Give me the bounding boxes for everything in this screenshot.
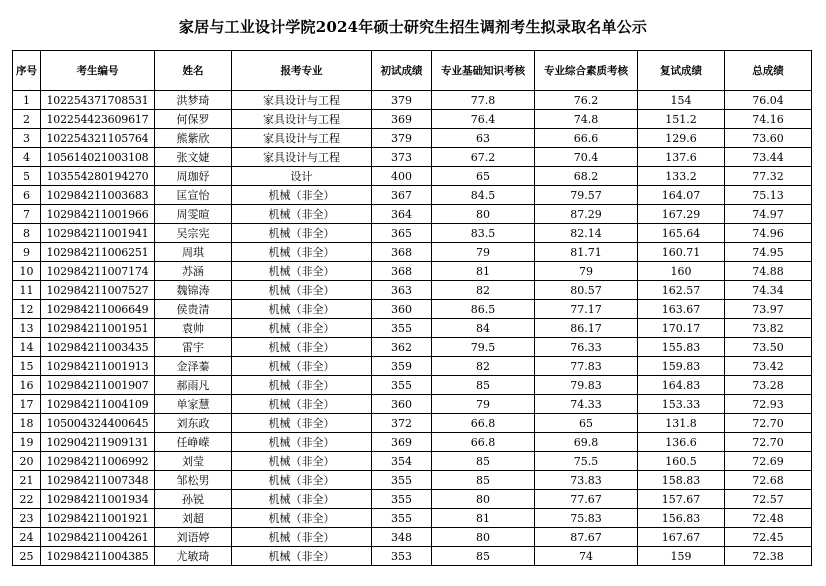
cell-seq: 24 — [13, 528, 41, 547]
cell-seq: 15 — [13, 357, 41, 376]
table-row — [13, 395, 812, 414]
cell-major: 机械（非全） — [232, 300, 372, 319]
cell-exam-id: 102984211004261 — [41, 528, 155, 547]
cell-prelim: 355 — [372, 471, 432, 490]
cell-total: 72.57 — [725, 490, 812, 509]
cell-exam-id: 102984211001934 — [41, 490, 155, 509]
cell-retest: 165.64 — [638, 224, 725, 243]
cell-major: 机械（非全） — [232, 509, 372, 528]
cell-total: 73.50 — [725, 338, 812, 357]
cell-name: 张文婕 — [155, 148, 232, 167]
table-row — [13, 186, 812, 205]
cell-name: 郝雨凡 — [155, 376, 232, 395]
cell-prelim: 367 — [372, 186, 432, 205]
cell-exam-id: 102984211006251 — [41, 243, 155, 262]
table-row — [13, 528, 812, 547]
table-row — [13, 148, 812, 167]
cell-basic: 80 — [432, 528, 535, 547]
cell-seq: 2 — [13, 110, 41, 129]
cell-name: 尤敏琦 — [155, 547, 232, 566]
cell-major: 机械（非全） — [232, 281, 372, 300]
cell-basic: 85 — [432, 547, 535, 566]
cell-comprehensive: 75.83 — [535, 509, 638, 528]
cell-basic: 85 — [432, 452, 535, 471]
cell-retest: 158.83 — [638, 471, 725, 490]
cell-retest: 163.67 — [638, 300, 725, 319]
table-row — [13, 224, 812, 243]
cell-prelim: 365 — [372, 224, 432, 243]
cell-seq: 3 — [13, 129, 41, 148]
cell-basic: 67.2 — [432, 148, 535, 167]
cell-retest: 160.5 — [638, 452, 725, 471]
cell-total: 72.68 — [725, 471, 812, 490]
cell-major: 机械（非全） — [232, 338, 372, 357]
cell-comprehensive: 80.57 — [535, 281, 638, 300]
cell-total: 77.32 — [725, 167, 812, 186]
cell-seq: 25 — [13, 547, 41, 566]
cell-basic: 82 — [432, 281, 535, 300]
cell-comprehensive: 79 — [535, 262, 638, 281]
cell-total: 72.70 — [725, 433, 812, 452]
cell-seq: 5 — [13, 167, 41, 186]
table-row — [13, 205, 812, 224]
cell-major: 机械（非全） — [232, 319, 372, 338]
cell-name: 刘莹 — [155, 452, 232, 471]
cell-prelim: 369 — [372, 433, 432, 452]
cell-seq: 16 — [13, 376, 41, 395]
cell-total: 74.34 — [725, 281, 812, 300]
cell-major: 机械（非全） — [232, 186, 372, 205]
cell-major: 机械（非全） — [232, 395, 372, 414]
table-row — [13, 91, 812, 110]
cell-major: 机械（非全） — [232, 205, 372, 224]
cell-comprehensive: 68.2 — [535, 167, 638, 186]
cell-total: 74.97 — [725, 205, 812, 224]
cell-seq: 10 — [13, 262, 41, 281]
cell-total: 73.82 — [725, 319, 812, 338]
cell-total: 72.38 — [725, 547, 812, 566]
cell-comprehensive: 73.83 — [535, 471, 638, 490]
cell-retest: 160 — [638, 262, 725, 281]
cell-prelim: 400 — [372, 167, 432, 186]
header-basic: 专业基础知识考核 — [432, 51, 535, 91]
cell-major: 机械（非全） — [232, 243, 372, 262]
table-row — [13, 129, 812, 148]
cell-comprehensive: 65 — [535, 414, 638, 433]
cell-basic: 81 — [432, 262, 535, 281]
table-row — [13, 452, 812, 471]
cell-prelim: 353 — [372, 547, 432, 566]
table-body — [13, 91, 812, 566]
cell-prelim: 368 — [372, 243, 432, 262]
cell-basic: 77.8 — [432, 91, 535, 110]
cell-total: 73.42 — [725, 357, 812, 376]
cell-name: 匡宣怡 — [155, 186, 232, 205]
cell-prelim: 355 — [372, 490, 432, 509]
cell-prelim: 360 — [372, 395, 432, 414]
cell-comprehensive: 79.57 — [535, 186, 638, 205]
cell-basic: 65 — [432, 167, 535, 186]
cell-prelim: 359 — [372, 357, 432, 376]
cell-basic: 66.8 — [432, 414, 535, 433]
cell-retest: 136.6 — [638, 433, 725, 452]
cell-basic: 66.8 — [432, 433, 535, 452]
cell-name: 熊紫欣 — [155, 129, 232, 148]
cell-comprehensive: 69.8 — [535, 433, 638, 452]
cell-total: 74.96 — [725, 224, 812, 243]
cell-major: 机械（非全） — [232, 414, 372, 433]
cell-major: 机械（非全） — [232, 547, 372, 566]
cell-name: 吴宗宪 — [155, 224, 232, 243]
cell-major: 家具设计与工程 — [232, 110, 372, 129]
cell-major: 机械（非全） — [232, 433, 372, 452]
table-row — [13, 167, 812, 186]
cell-name: 刘东政 — [155, 414, 232, 433]
cell-basic: 79.5 — [432, 338, 535, 357]
table-row — [13, 509, 812, 528]
cell-exam-id: 102984211007348 — [41, 471, 155, 490]
cell-prelim: 362 — [372, 338, 432, 357]
cell-retest: 154 — [638, 91, 725, 110]
cell-total: 72.48 — [725, 509, 812, 528]
cell-basic: 79 — [432, 243, 535, 262]
cell-name: 洪梦琦 — [155, 91, 232, 110]
cell-name: 何保罗 — [155, 110, 232, 129]
cell-total: 73.28 — [725, 376, 812, 395]
cell-name: 任峥嵘 — [155, 433, 232, 452]
cell-basic: 84 — [432, 319, 535, 338]
cell-name: 袁帅 — [155, 319, 232, 338]
header-retest: 复试成绩 — [638, 51, 725, 91]
cell-comprehensive: 66.6 — [535, 129, 638, 148]
table-row — [13, 547, 812, 566]
cell-seq: 6 — [13, 186, 41, 205]
cell-prelim: 355 — [372, 509, 432, 528]
cell-comprehensive: 74.8 — [535, 110, 638, 129]
cell-total: 76.04 — [725, 91, 812, 110]
cell-name: 周琪 — [155, 243, 232, 262]
header-total: 总成绩 — [725, 51, 812, 91]
cell-major: 家具设计与工程 — [232, 129, 372, 148]
table-row — [13, 319, 812, 338]
cell-seq: 22 — [13, 490, 41, 509]
cell-comprehensive: 75.5 — [535, 452, 638, 471]
cell-exam-id: 102984211001951 — [41, 319, 155, 338]
cell-retest: 129.6 — [638, 129, 725, 148]
header-prelim: 初试成绩 — [372, 51, 432, 91]
cell-major: 机械（非全） — [232, 528, 372, 547]
cell-exam-id: 102984211004109 — [41, 395, 155, 414]
cell-name: 邹松男 — [155, 471, 232, 490]
cell-total: 72.93 — [725, 395, 812, 414]
cell-retest: 162.57 — [638, 281, 725, 300]
cell-name: 周雯暄 — [155, 205, 232, 224]
cell-prelim: 364 — [372, 205, 432, 224]
cell-basic: 82 — [432, 357, 535, 376]
cell-seq: 7 — [13, 205, 41, 224]
cell-major: 机械（非全） — [232, 262, 372, 281]
cell-comprehensive: 86.17 — [535, 319, 638, 338]
cell-basic: 63 — [432, 129, 535, 148]
cell-name: 刘超 — [155, 509, 232, 528]
table-row — [13, 262, 812, 281]
cell-retest: 155.83 — [638, 338, 725, 357]
cell-basic: 84.5 — [432, 186, 535, 205]
page-title: 家居与工业设计学院2024年硕士研究生招生调剂考生拟录取名单公示 — [178, 18, 648, 36]
cell-retest: 131.8 — [638, 414, 725, 433]
cell-total: 74.16 — [725, 110, 812, 129]
cell-retest: 159 — [638, 547, 725, 566]
cell-name: 侯贵清 — [155, 300, 232, 319]
cell-prelim: 372 — [372, 414, 432, 433]
cell-exam-id: 102984211004385 — [41, 547, 155, 566]
cell-retest: 156.83 — [638, 509, 725, 528]
cell-comprehensive: 76.33 — [535, 338, 638, 357]
cell-seq: 11 — [13, 281, 41, 300]
table-row — [13, 357, 812, 376]
cell-total: 75.13 — [725, 186, 812, 205]
cell-retest: 160.71 — [638, 243, 725, 262]
cell-prelim: 360 — [372, 300, 432, 319]
header-exam-id: 考生编号 — [41, 51, 155, 91]
cell-seq: 9 — [13, 243, 41, 262]
cell-comprehensive: 77.83 — [535, 357, 638, 376]
cell-exam-id: 102984211001913 — [41, 357, 155, 376]
cell-basic: 83.5 — [432, 224, 535, 243]
cell-comprehensive: 70.4 — [535, 148, 638, 167]
cell-exam-id: 103554280194270 — [41, 167, 155, 186]
cell-prelim: 368 — [372, 262, 432, 281]
cell-exam-id: 102984211001921 — [41, 509, 155, 528]
cell-seq: 23 — [13, 509, 41, 528]
cell-name: 刘语婷 — [155, 528, 232, 547]
table-row — [13, 490, 812, 509]
cell-exam-id: 102984211003683 — [41, 186, 155, 205]
cell-basic: 85 — [432, 471, 535, 490]
cell-comprehensive: 79.83 — [535, 376, 638, 395]
cell-name: 金泽蓁 — [155, 357, 232, 376]
cell-exam-id: 102984211001941 — [41, 224, 155, 243]
cell-major: 机械（非全） — [232, 452, 372, 471]
cell-seq: 1 — [13, 91, 41, 110]
cell-retest: 133.2 — [638, 167, 725, 186]
cell-seq: 18 — [13, 414, 41, 433]
cell-seq: 19 — [13, 433, 41, 452]
cell-prelim: 379 — [372, 129, 432, 148]
cell-major: 机械（非全） — [232, 471, 372, 490]
cell-exam-id: 102984211001907 — [41, 376, 155, 395]
cell-total: 74.95 — [725, 243, 812, 262]
cell-retest: 164.83 — [638, 376, 725, 395]
header-seq: 序号 — [13, 51, 41, 91]
cell-exam-id: 105614021003108 — [41, 148, 155, 167]
cell-prelim: 373 — [372, 148, 432, 167]
header-major: 报考专业 — [232, 51, 372, 91]
cell-name: 雷宇 — [155, 338, 232, 357]
cell-prelim: 355 — [372, 319, 432, 338]
cell-comprehensive: 77.67 — [535, 490, 638, 509]
cell-retest: 170.17 — [638, 319, 725, 338]
admission-table — [12, 50, 812, 566]
table-row — [13, 300, 812, 319]
cell-name: 魏锦涛 — [155, 281, 232, 300]
cell-seq: 13 — [13, 319, 41, 338]
cell-exam-id: 102984211007527 — [41, 281, 155, 300]
table-row — [13, 376, 812, 395]
table-row — [13, 433, 812, 452]
cell-seq: 14 — [13, 338, 41, 357]
cell-retest: 159.83 — [638, 357, 725, 376]
cell-seq: 8 — [13, 224, 41, 243]
cell-exam-id: 102254423609617 — [41, 110, 155, 129]
cell-basic: 81 — [432, 509, 535, 528]
cell-exam-id: 102254371708531 — [41, 91, 155, 110]
cell-prelim: 355 — [372, 376, 432, 395]
cell-retest: 167.67 — [638, 528, 725, 547]
cell-retest: 151.2 — [638, 110, 725, 129]
cell-seq: 21 — [13, 471, 41, 490]
cell-basic: 85 — [432, 376, 535, 395]
cell-comprehensive: 82.14 — [535, 224, 638, 243]
cell-retest: 153.33 — [638, 395, 725, 414]
cell-comprehensive: 77.17 — [535, 300, 638, 319]
table-row — [13, 243, 812, 262]
cell-seq: 20 — [13, 452, 41, 471]
cell-seq: 4 — [13, 148, 41, 167]
header-name: 姓名 — [155, 51, 232, 91]
cell-total: 72.69 — [725, 452, 812, 471]
cell-prelim: 348 — [372, 528, 432, 547]
cell-prelim: 369 — [372, 110, 432, 129]
cell-name: 孙锐 — [155, 490, 232, 509]
cell-comprehensive: 87.29 — [535, 205, 638, 224]
cell-retest: 164.07 — [638, 186, 725, 205]
cell-exam-id: 102984211006649 — [41, 300, 155, 319]
cell-comprehensive: 74 — [535, 547, 638, 566]
cell-name: 苏涵 — [155, 262, 232, 281]
cell-exam-id: 102984211006992 — [41, 452, 155, 471]
cell-seq: 12 — [13, 300, 41, 319]
cell-comprehensive: 87.67 — [535, 528, 638, 547]
cell-major: 机械（非全） — [232, 376, 372, 395]
cell-exam-id: 105004324400645 — [41, 414, 155, 433]
table-row — [13, 471, 812, 490]
cell-exam-id: 102984211007174 — [41, 262, 155, 281]
cell-comprehensive: 74.33 — [535, 395, 638, 414]
cell-name: 周珈妤 — [155, 167, 232, 186]
cell-major: 家具设计与工程 — [232, 148, 372, 167]
cell-total: 73.44 — [725, 148, 812, 167]
cell-total: 73.97 — [725, 300, 812, 319]
table-row — [13, 338, 812, 357]
table-header-row — [13, 51, 812, 91]
cell-seq: 17 — [13, 395, 41, 414]
cell-major: 设计 — [232, 167, 372, 186]
cell-total: 72.70 — [725, 414, 812, 433]
cell-major: 家具设计与工程 — [232, 91, 372, 110]
cell-exam-id: 102254321105764 — [41, 129, 155, 148]
header-comprehensive: 专业综合素质考核 — [535, 51, 638, 91]
cell-major: 机械（非全） — [232, 224, 372, 243]
cell-prelim: 379 — [372, 91, 432, 110]
cell-prelim: 354 — [372, 452, 432, 471]
cell-basic: 80 — [432, 205, 535, 224]
table-row — [13, 110, 812, 129]
cell-major: 机械（非全） — [232, 357, 372, 376]
cell-basic: 79 — [432, 395, 535, 414]
cell-retest: 137.6 — [638, 148, 725, 167]
cell-total: 74.88 — [725, 262, 812, 281]
cell-basic: 86.5 — [432, 300, 535, 319]
cell-major: 机械（非全） — [232, 490, 372, 509]
cell-retest: 167.29 — [638, 205, 725, 224]
cell-exam-id: 102984211003435 — [41, 338, 155, 357]
cell-name: 单家慧 — [155, 395, 232, 414]
cell-exam-id: 102904211909131 — [41, 433, 155, 452]
cell-comprehensive: 81.71 — [535, 243, 638, 262]
cell-retest: 157.67 — [638, 490, 725, 509]
cell-comprehensive: 76.2 — [535, 91, 638, 110]
cell-prelim: 363 — [372, 281, 432, 300]
cell-total: 72.45 — [725, 528, 812, 547]
table-row — [13, 414, 812, 433]
cell-total: 73.60 — [725, 129, 812, 148]
cell-basic: 80 — [432, 490, 535, 509]
cell-basic: 76.4 — [432, 110, 535, 129]
table-row — [13, 281, 812, 300]
cell-exam-id: 102984211001966 — [41, 205, 155, 224]
